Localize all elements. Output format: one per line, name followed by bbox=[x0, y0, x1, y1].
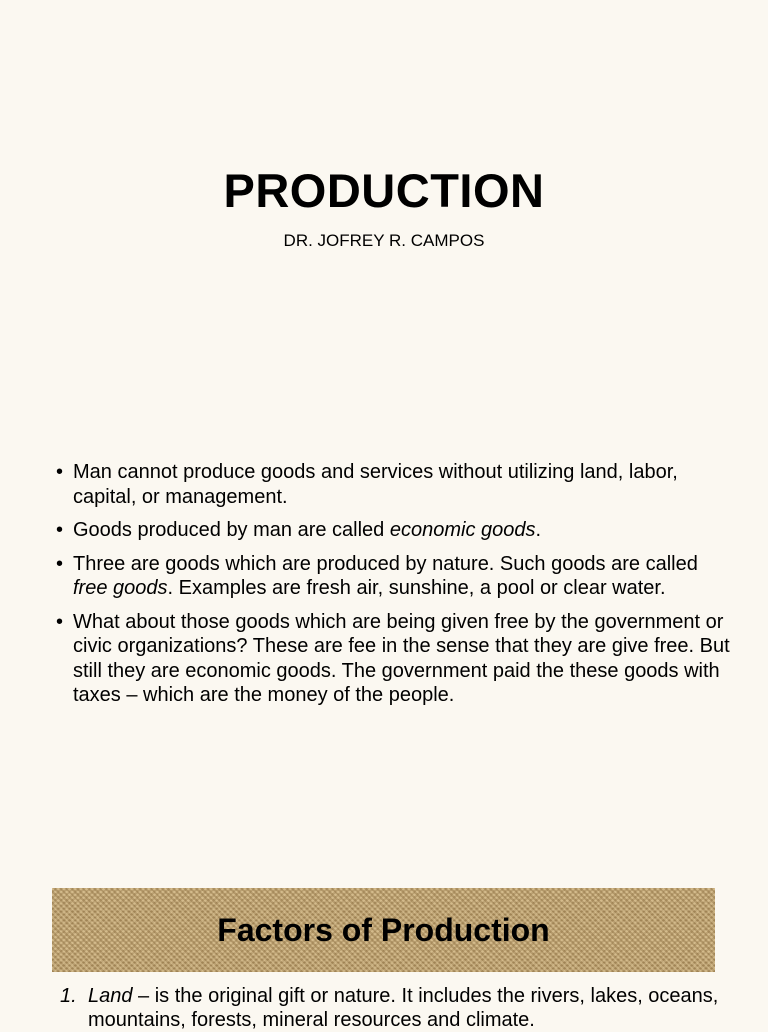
factor-description: – is the original gift or nature. It includes the rivers, lakes, oceans, mountains, forests, mineral resources and climate. bbox=[88, 985, 719, 1031]
page-title: PRODUCTION bbox=[223, 164, 545, 217]
section-title: Factors of Production bbox=[217, 912, 550, 948]
factors-list bbox=[60, 984, 740, 1032]
title-slide bbox=[0, 0, 768, 430]
bullet-text: What about those goods which are being given free by the government or civic organizations? These are fee in the sense that they are give free. But still they are economic goods. The government paid the these goods with taxes – which are the money of the people. bbox=[73, 610, 730, 706]
list-item bbox=[56, 460, 736, 509]
bullet-text: Three are goods which are produced by nature. Such goods are called bbox=[73, 552, 698, 575]
section-banner bbox=[52, 888, 715, 972]
bullet-text-end: . bbox=[535, 519, 542, 541]
list-item bbox=[56, 552, 736, 601]
factor-term: Land bbox=[88, 985, 133, 1007]
bullet-text-end: . Examples are fresh air, sunshine, a pool or clear water. bbox=[167, 577, 666, 599]
list-item bbox=[56, 610, 736, 708]
bullet-text: Goods produced by man are called bbox=[73, 519, 390, 541]
bullet-icon: • bbox=[56, 519, 64, 541]
item-number: 1. bbox=[60, 985, 77, 1007]
bullet-icon: • bbox=[56, 552, 64, 575]
list-item bbox=[60, 984, 740, 1032]
bullet-icon: • bbox=[56, 461, 64, 483]
bullet-icon: • bbox=[56, 610, 64, 633]
list-item bbox=[56, 518, 736, 543]
bullet-emphasis: free goods bbox=[73, 577, 168, 599]
bullet-text: Man cannot produce goods and services without utilizing land, labor, capital, or management. bbox=[73, 461, 678, 508]
bullet-emphasis: economic goods bbox=[389, 519, 536, 541]
author-name: DR. JOFREY R. CAMPOS bbox=[283, 231, 485, 250]
bullet-list bbox=[56, 460, 736, 717]
